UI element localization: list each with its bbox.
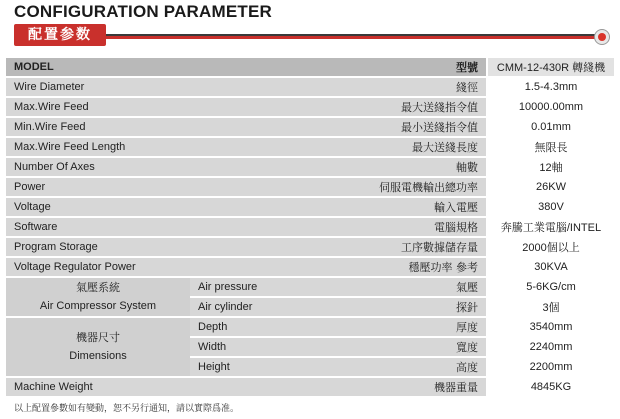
table-row bbox=[6, 118, 614, 136]
param-value: 30KVA bbox=[486, 258, 614, 276]
param-value: 0.01mm bbox=[486, 118, 614, 136]
page-title: CONFIGURATION PARAMETER bbox=[14, 2, 273, 21]
header-accent-line bbox=[106, 36, 596, 39]
param-en: Voltage Regulator Power bbox=[6, 258, 310, 276]
param-value: 26KW bbox=[486, 178, 614, 196]
table-row bbox=[6, 378, 614, 396]
param-en: Power bbox=[6, 178, 310, 196]
param-en: Max.Wire Feed Length bbox=[6, 138, 310, 156]
param-zh: 輸入電壓 bbox=[310, 198, 486, 216]
param-en: Program Storage bbox=[6, 238, 310, 256]
compressor-group-label bbox=[6, 278, 190, 316]
table-row bbox=[6, 238, 614, 256]
param-zh: 伺服電機輸出總功率 bbox=[310, 178, 486, 196]
param-value: 5-6KG/cm bbox=[486, 278, 614, 296]
param-zh: 機器重量 bbox=[310, 378, 486, 396]
param-en: Max.Wire Feed bbox=[6, 98, 310, 116]
param-zh: 穩壓功率 參考 bbox=[310, 258, 486, 276]
param-zh: 最小送綫指令值 bbox=[310, 118, 486, 136]
sub-param-en: Height bbox=[190, 358, 310, 376]
accent-dot-center-icon bbox=[598, 33, 606, 41]
param-en: Voltage bbox=[6, 198, 310, 216]
param-en: Wire Diameter bbox=[6, 78, 310, 96]
model-value: CMM-12-430R 轉綫機 bbox=[486, 58, 614, 76]
table-row bbox=[6, 78, 614, 96]
spec-table bbox=[6, 56, 614, 398]
param-value: 4845KG bbox=[486, 378, 614, 396]
param-value: 12軸 bbox=[486, 158, 614, 176]
sub-param-en: Width bbox=[190, 338, 310, 356]
table-row bbox=[6, 98, 614, 116]
table-row bbox=[6, 198, 614, 216]
sub-param-en: Air pressure bbox=[190, 278, 310, 296]
param-value: 無限長 bbox=[486, 138, 614, 156]
param-en: Min.Wire Feed bbox=[6, 118, 310, 136]
model-label-en: MODEL bbox=[6, 58, 310, 76]
param-zh: 最大送綫指令值 bbox=[310, 98, 486, 116]
table-header-row bbox=[6, 58, 614, 76]
param-zh: 綫徑 bbox=[310, 78, 486, 96]
sub-param-zh: 氣壓 bbox=[310, 278, 486, 296]
footnote: 以上配置參數如有變動，恕不另行通知，請以實際爲准。 bbox=[14, 404, 240, 414]
sub-param-zh: 探針 bbox=[310, 298, 486, 316]
sub-param-en: Air cylinder bbox=[190, 298, 310, 316]
param-zh: 軸數 bbox=[310, 158, 486, 176]
dimensions-group-zh: 機器尺寸 bbox=[76, 331, 120, 344]
param-zh: 電腦規格 bbox=[310, 218, 486, 236]
param-value: 1.5-4.3mm bbox=[486, 78, 614, 96]
sub-param-en: Depth bbox=[190, 318, 310, 336]
sub-param-zh: 高度 bbox=[310, 358, 486, 376]
table-row bbox=[6, 138, 614, 156]
section-badge: 配置参数 bbox=[14, 24, 106, 46]
table-row bbox=[6, 158, 614, 176]
param-en: Machine Weight bbox=[6, 378, 310, 396]
compressor-group-en: Air Compressor System bbox=[39, 300, 157, 312]
param-value: 2200mm bbox=[486, 358, 614, 376]
param-zh: 最大送綫長度 bbox=[310, 138, 486, 156]
param-en: Software bbox=[6, 218, 310, 236]
table-row bbox=[6, 278, 614, 296]
param-en: Number Of Axes bbox=[6, 158, 310, 176]
dimensions-group-en: Dimensions bbox=[69, 350, 127, 362]
table-row bbox=[6, 178, 614, 196]
sub-param-zh: 寬度 bbox=[310, 338, 486, 356]
param-zh: 工序數據儲存量 bbox=[310, 238, 486, 256]
dimensions-group-label bbox=[6, 318, 190, 376]
param-value: 2240mm bbox=[486, 338, 614, 356]
param-value: 奔騰工業電腦/INTEL bbox=[486, 218, 614, 236]
param-value: 3個 bbox=[486, 298, 614, 316]
model-label-zh: 型號 bbox=[310, 58, 486, 76]
table-row bbox=[6, 218, 614, 236]
param-value: 10000.00mm bbox=[486, 98, 614, 116]
param-value: 2000個以上 bbox=[486, 238, 614, 256]
table-row bbox=[6, 318, 614, 336]
compressor-group-zh: 氣壓系統 bbox=[76, 281, 120, 294]
param-value: 3540mm bbox=[486, 318, 614, 336]
sub-param-zh: 厚度 bbox=[310, 318, 486, 336]
table-row bbox=[6, 258, 614, 276]
param-value: 380V bbox=[486, 198, 614, 216]
